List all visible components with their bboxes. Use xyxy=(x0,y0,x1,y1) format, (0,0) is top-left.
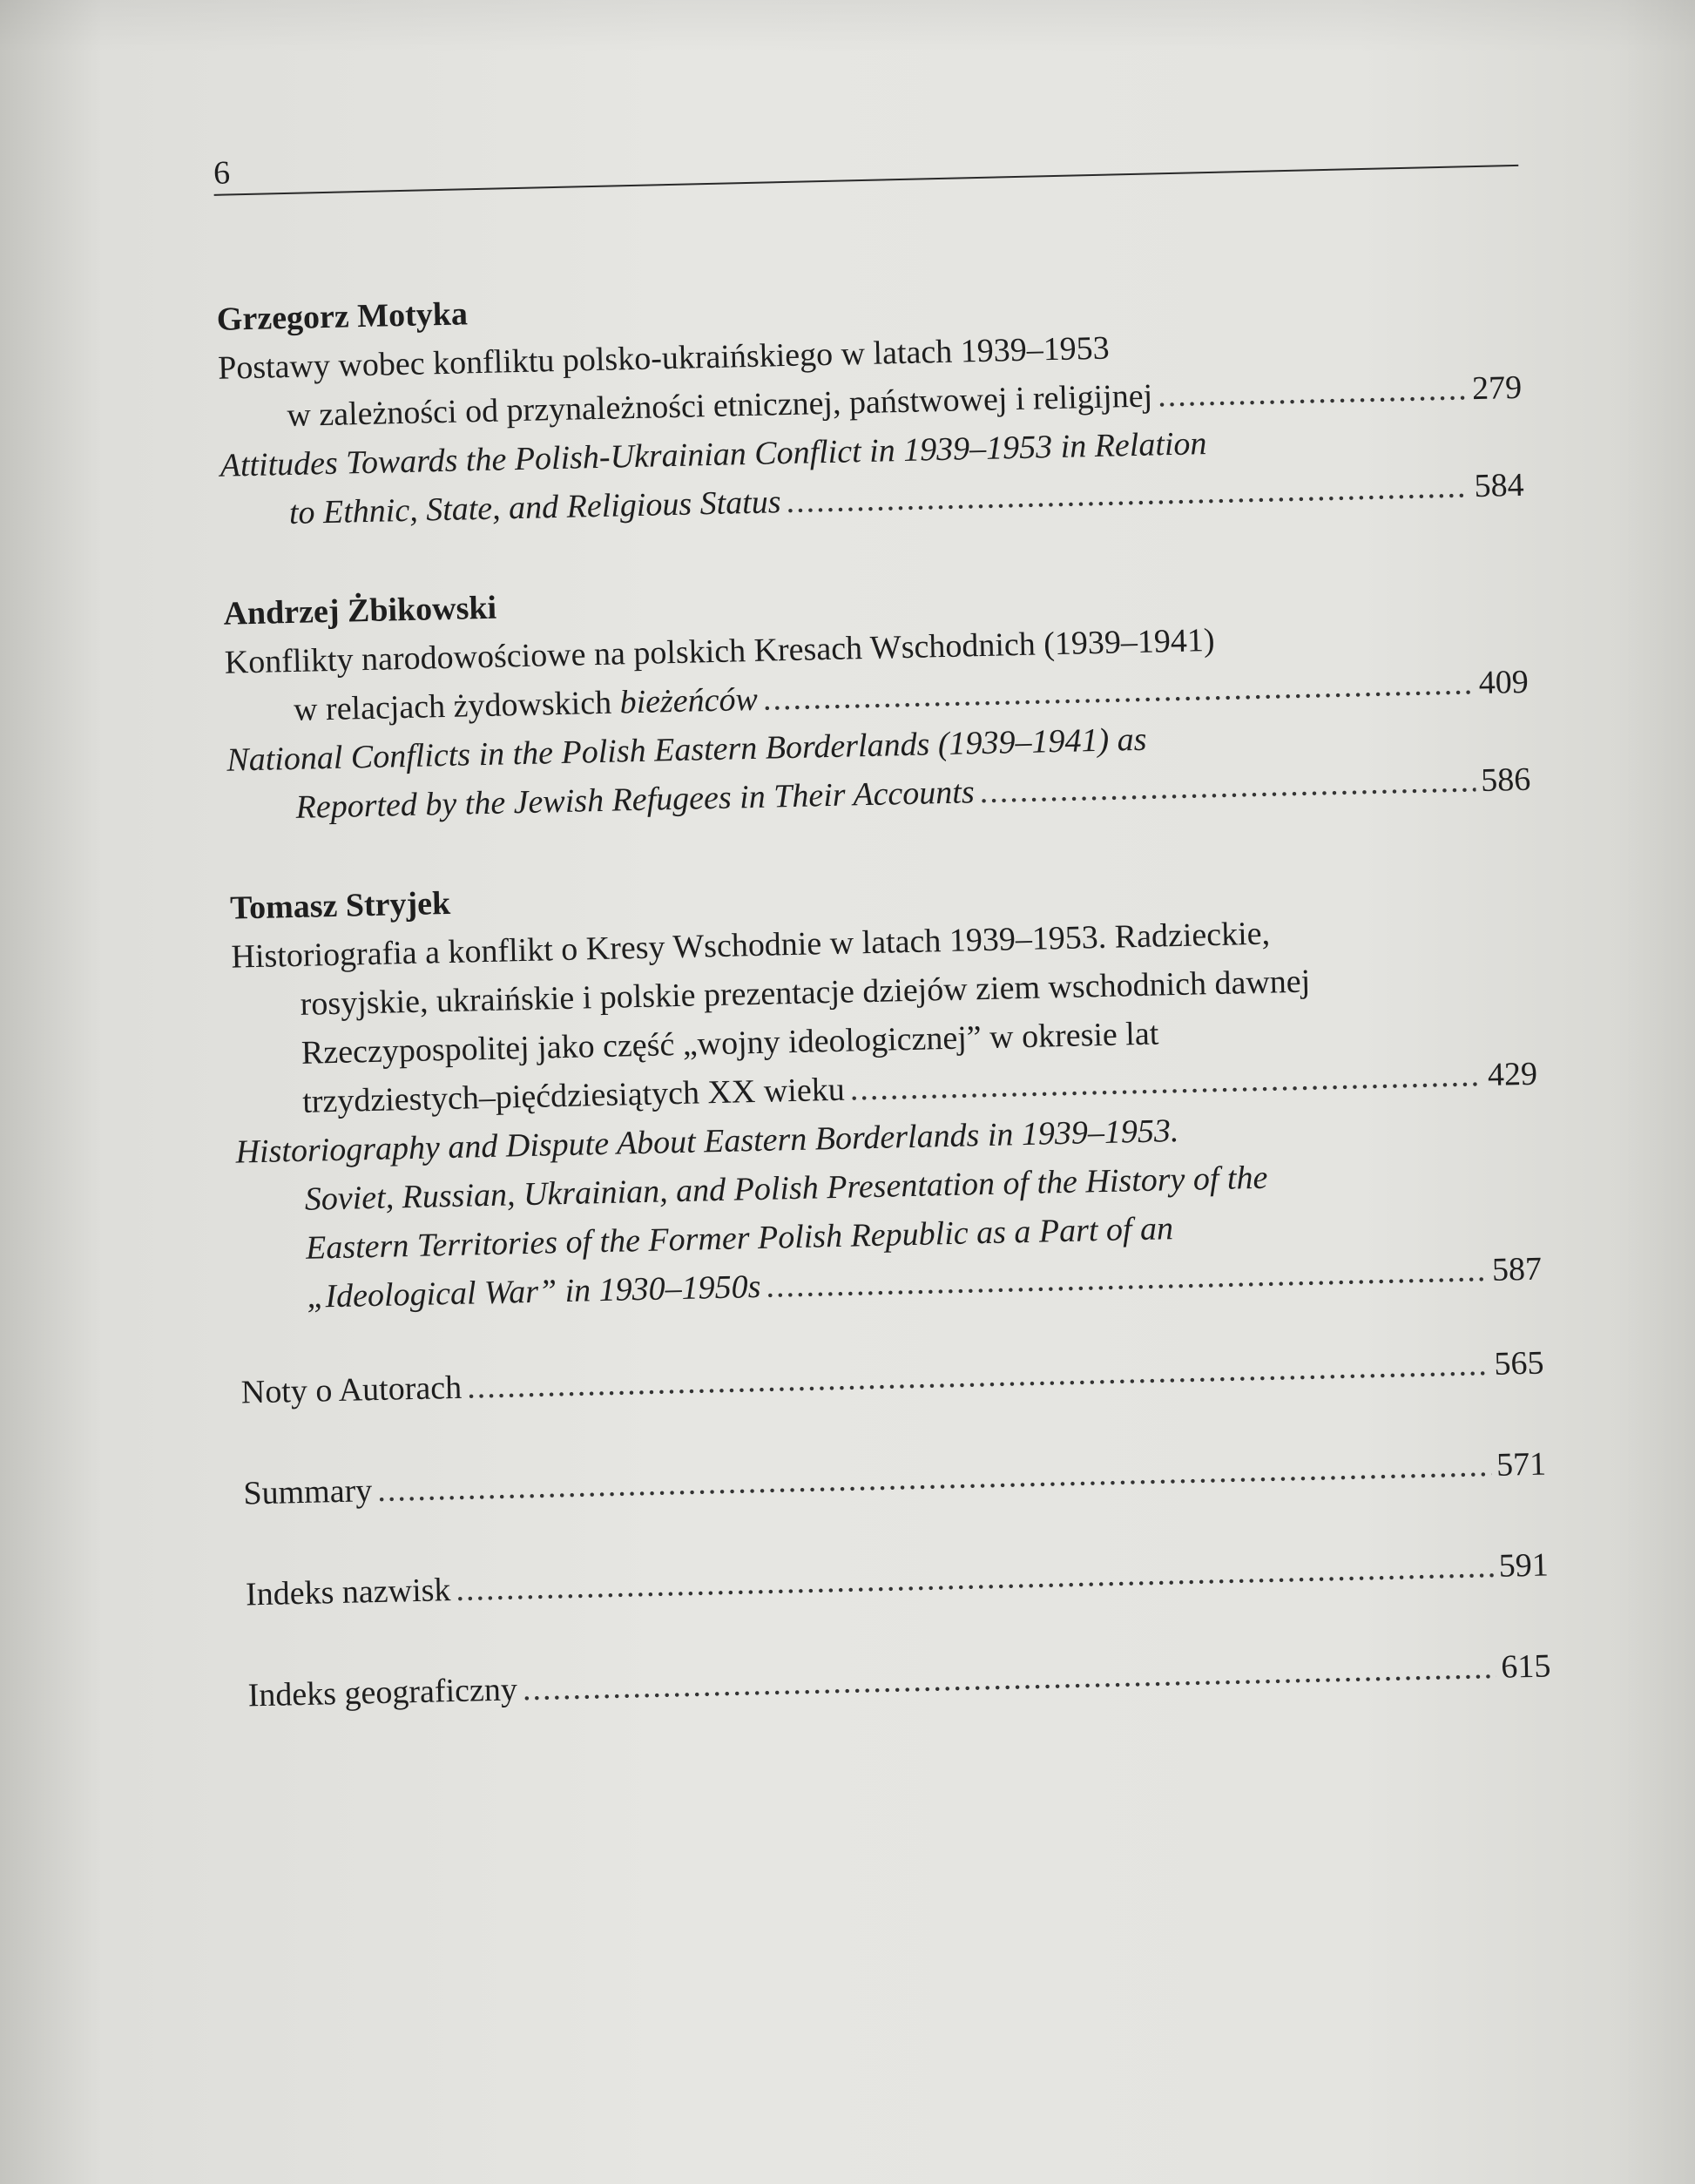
toc-entry-indeks-geograficzny xyxy=(247,1641,1551,1720)
entry-title-line: Postawy wobec konfliktu polsko-ukraińskiego w latach 1939–1953 xyxy=(217,329,1111,387)
entry-title: Indeks nazwisk xyxy=(245,1572,451,1613)
entry-title-line: w zależności od przynależności etnicznej, państwowej i religijnej xyxy=(286,377,1153,435)
entry-page-number: 586 xyxy=(1480,761,1531,800)
page-number: 6 xyxy=(213,154,231,192)
toc-entry-polish xyxy=(231,903,1538,1128)
toc-entry-indeks-nazwisk xyxy=(245,1541,1549,1619)
toc-entry-summary xyxy=(243,1440,1547,1518)
entry-title-line: trzydziestych–pięćdziesiątych XX wieku xyxy=(301,1071,846,1120)
entry-title-line: National Conflicts in the Polish Eastern Borderlands (1939–1941) as xyxy=(226,720,1147,779)
entry-title: Indeks geograficzny xyxy=(247,1671,518,1714)
entry-title: Noty o Autorach xyxy=(240,1369,463,1411)
entry-page-number: 615 xyxy=(1500,1647,1551,1686)
author-name: Grzegorz Motyka xyxy=(216,295,469,338)
dot-leader xyxy=(377,1441,1492,1515)
entry-title-line: rosyjskie, ukraińskie i polskie prezentacje dziejów ziem wschodnich dawnej xyxy=(300,963,1311,1023)
entry-page-number: 279 xyxy=(1471,369,1523,408)
entry-page-number: 587 xyxy=(1491,1250,1543,1288)
entry-title-line: Rzeczypospolitej jako część „wojny ideologicznej” w okresie lat xyxy=(301,1015,1159,1072)
entry-title-text: w relacjach żydowskich xyxy=(293,684,621,728)
table-of-contents xyxy=(216,266,1552,1773)
dot-leader xyxy=(456,1542,1495,1614)
entry-title-line: Attitudes Towards the Polish-Ukrainian Conflict in 1939–1953 in Relation xyxy=(219,425,1207,484)
author-name: Tomasz Stryjek xyxy=(229,884,451,927)
entry-title-line: to Ethnic, State, and Religious Status xyxy=(288,483,781,531)
entry-page-number: 429 xyxy=(1487,1055,1538,1093)
entry-title-line: Historiography and Dispute About Eastern Borderlands in 1939–1953. xyxy=(235,1112,1179,1171)
author-name: Andrzej Żbikowski xyxy=(223,589,497,632)
entry-title-italic: bieżeńców xyxy=(619,680,759,721)
toc-section xyxy=(230,855,1543,1323)
dot-leader xyxy=(1158,364,1468,420)
entry-page-number: 565 xyxy=(1494,1344,1544,1383)
entry-page-number: 409 xyxy=(1478,663,1530,702)
back-matter xyxy=(240,1339,1551,1721)
entry-title-line: Konflikty narodowościowe na polskich Kresach Wschodnich (1939–1941) xyxy=(224,621,1215,681)
entry-page-number: 591 xyxy=(1498,1546,1550,1585)
entry-title-line: Soviet, Russian, Ukrainian, and Polish Presentation of the History of the xyxy=(304,1159,1268,1218)
entry-title-line: Eastern Territories of the Former Polish Republic as a Part of an xyxy=(305,1210,1174,1267)
toc-section xyxy=(216,266,1524,539)
header-rule xyxy=(214,165,1519,196)
entry-title-line: Historiografia a konflikt o Kresy Wschodnie w latach 1939–1953. Radzieckie, xyxy=(231,915,1271,976)
entry-page-number: 571 xyxy=(1496,1445,1547,1484)
entry-title-line: Reported by the Jewish Refugees in Their Accounts xyxy=(295,774,976,826)
dot-leader xyxy=(522,1643,1496,1714)
toc-section xyxy=(223,560,1531,834)
entry-page-number: 584 xyxy=(1474,466,1525,505)
entry-title: Summary xyxy=(243,1472,373,1512)
entry-title-line: „Ideological War” in 1930–1950s xyxy=(306,1268,761,1315)
toc-entry-english xyxy=(235,1099,1543,1323)
